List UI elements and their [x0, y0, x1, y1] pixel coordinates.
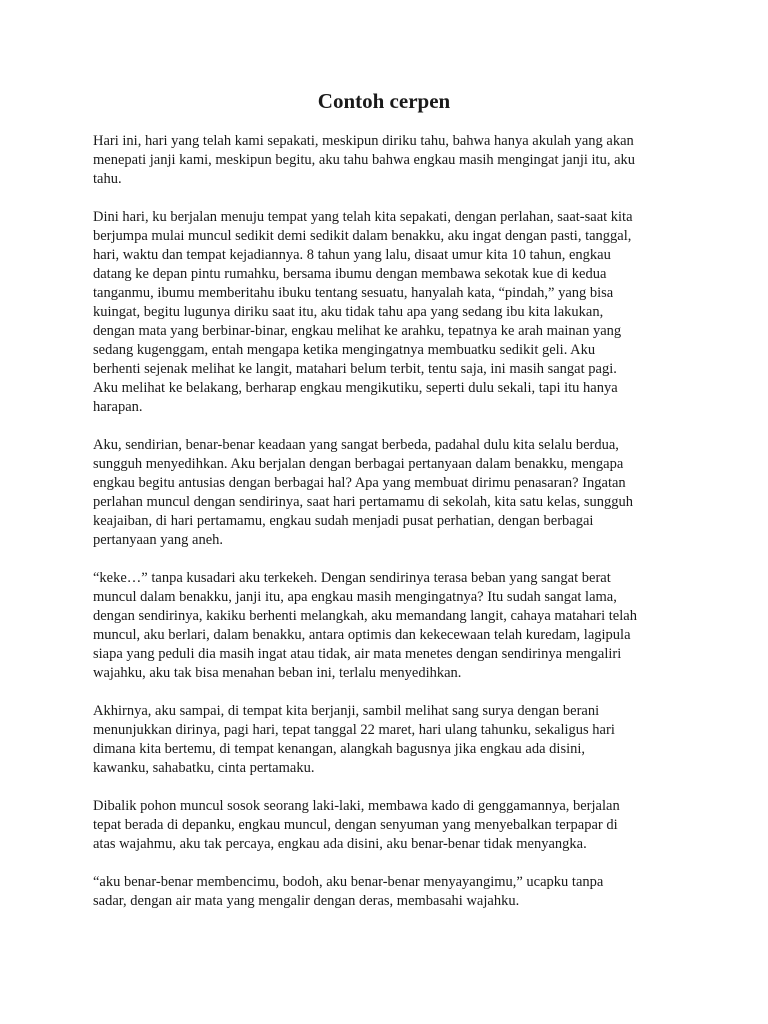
text-line: Dini hari, ku berjalan menuju tempat yang telah kita sepakati, dengan perlahan, saat-saat kita — [93, 209, 633, 225]
text-line: tanganmu, ibumu memberitahu ibuku tentang sesuatu, hanyalah kata, “pindah,” yang bisa — [93, 285, 614, 301]
text-line: kuingat, begitu lugunya diriku saat itu, aku tidak tahu apa yang sedang ibu kita lakukan, — [93, 304, 604, 320]
paragraph-4 — [93, 569, 683, 683]
text-line: muncul, aku berlari, dalam benakku, antara optimis dan kekecewaan telah kuredam, lagipula — [93, 627, 631, 643]
text-line: tepat berada di depanku, engkau muncul, dengan senyuman yang menyebalkan terpapar di — [93, 817, 618, 833]
text-line: Dibalik pohon muncul sosok seorang laki-laki, membawa kado di genggamannya, berjalan — [93, 798, 620, 814]
text-line: hari, waktu dan tempat kejadiannya. 8 tahun yang lalu, disaat umur kita 10 tahun, engkau — [93, 247, 611, 263]
text-line: kawanku, sahabatku, cinta pertamaku. — [93, 760, 315, 776]
text-line: Hari ini, hari yang telah kami sepakati, meskipun diriku tahu, bahwa hanya akulah yang akan — [93, 133, 634, 149]
text-line: engkau begitu antusias dengan berbagai hal? Apa yang membuat dirimu penasaran? Ingatan — [93, 475, 626, 491]
text-line: dimana kita bertemu, di tempat kenangan, alangkah bagusnya jika engkau ada disini, — [93, 741, 586, 757]
text-line: Aku, sendirian, benar-benar keadaan yang sangat berbeda, padahal dulu kita selalu berdua, — [93, 437, 619, 453]
text-line: sungguh menyedihkan. Aku berjalan dengan berbagai pertanyaan dalam benakku, mengapa — [93, 456, 624, 472]
paragraph-1 — [93, 132, 683, 189]
text-line: perlahan muncul dengan sendirinya, saat hari pertamamu di sekolah, kita satu kelas, sungguh — [93, 494, 633, 510]
text-line: tahu. — [93, 171, 122, 187]
paragraph-5 — [93, 702, 683, 778]
text-line: dengan sendirinya, kakiku berhenti melangkah, aku memandang langit, cahaya matahari telah — [93, 608, 637, 624]
text-line: Akhirnya, aku sampai, di tempat kita berjanji, sambil melihat sang surya dengan berani — [93, 703, 600, 719]
text-line: sedang kugenggam, entah mengapa ketika mengingatnya membuatku sedikit geli. Aku — [93, 342, 596, 358]
text-line: muncul dalam benakku, janji itu, apa engkau masih mengingatnya? Itu sudah sangat lama, — [93, 589, 617, 605]
text-line: Aku melihat ke belakang, berharap engkau mengikutiku, seperti dulu sekali, tapi itu hanya — [93, 380, 618, 396]
text-line: menepati janji kami, meskipun begitu, aku tahu bahwa engkau masih mengingat janji itu, aku — [93, 152, 636, 168]
text-line: harapan. — [93, 399, 143, 415]
paragraph-2 — [93, 208, 683, 417]
text-line: keajaiban, di hari pertamamu, engkau sudah menjadi pusat perhatian, dengan berbagai — [93, 513, 594, 529]
text-line: “keke…” tanpa kusadari aku terkekeh. Dengan sendirinya terasa beban yang sangat berat — [93, 570, 611, 586]
text-line: dengan mata yang berbinar-binar, engkau melihat ke arahku, tepatnya ke arah mainan yang — [93, 323, 622, 339]
paragraph-3 — [93, 436, 683, 550]
text-line: atas wajahmu, aku tak percaya, engkau ada disini, aku benar-benar tidak menyangka. — [93, 836, 587, 852]
text-line: wajahku, aku tak bisa menahan beban ini, terlalu menyedihkan. — [93, 665, 462, 681]
text-line: berjumpa mulai muncul sedikit demi sedikit dalam benakku, aku ingat dengan pasti, tanggal, — [93, 228, 632, 244]
text-line: berhenti sejenak melihat ke langit, matahari belum terbit, tentu saja, ini masih sangat pagi. — [93, 361, 617, 377]
text-line: “aku benar-benar membencimu, bodoh, aku benar-benar menyayangimu,” ucapku tanpa — [93, 874, 604, 890]
text-line: sadar, dengan air mata yang mengalir dengan deras, membasahi wajahku. — [93, 893, 520, 909]
story-body — [93, 132, 683, 930]
text-line: menunjukkan dirinya, pagi hari, tepat tanggal 22 maret, hari ulang tahunku, sekaligus hari — [93, 722, 615, 738]
document-title: Contoh cerpen — [317, 89, 451, 113]
paragraph-7 — [93, 873, 683, 911]
text-line: pertanyaan yang aneh. — [93, 532, 224, 548]
paragraph-6 — [93, 797, 683, 854]
text-line: siapa yang peduli dia masih ingat atau tidak, air mata menetes dengan sendirinya mengaliri — [93, 646, 622, 662]
text-line: datang ke depan pintu rumahku, bersama ibumu dengan membawa sekotak kue di kedua — [93, 266, 607, 282]
